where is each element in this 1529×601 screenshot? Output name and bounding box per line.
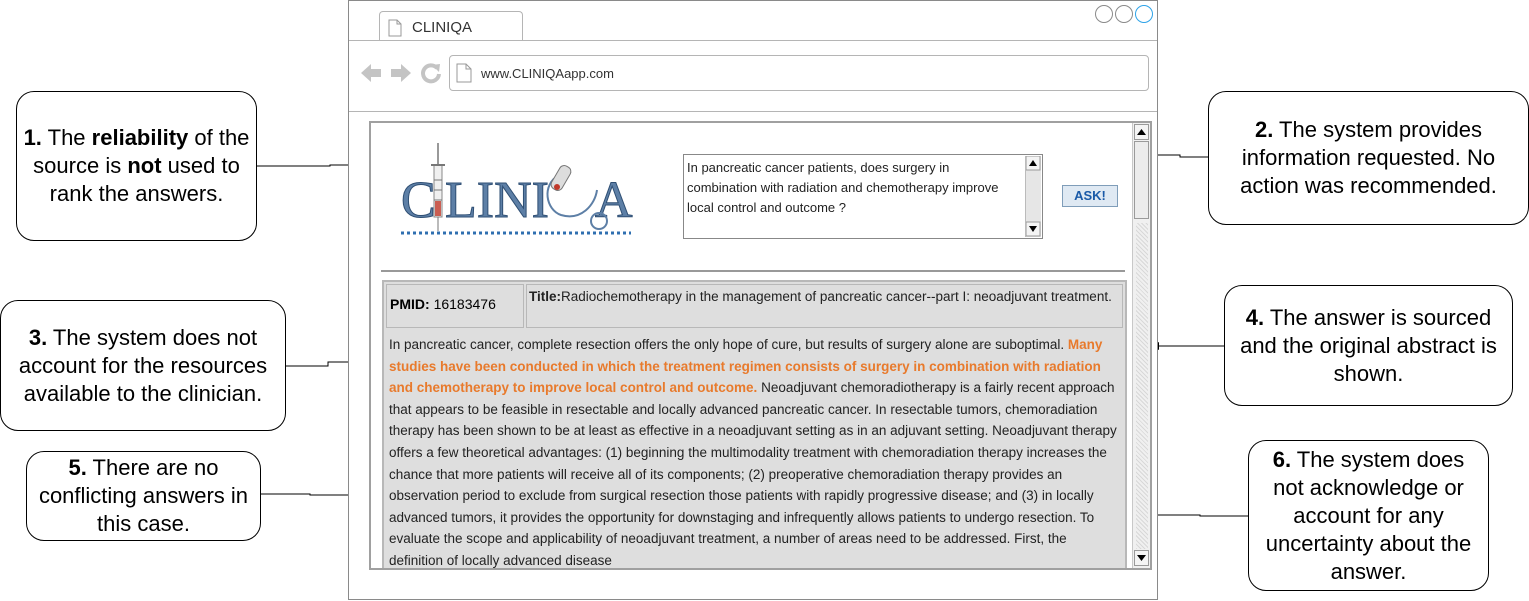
callout-5-text: There are no conflicting answers in this case. [38,455,249,536]
maximize-button[interactable] [1115,5,1133,23]
tab-bar-divider [349,40,1157,41]
minimize-button[interactable] [1095,5,1113,23]
abstract-after: Neoadjuvant chemoradiotherapy is a fairly recent approach that appears to be feasible in resectable and locally advanced pancreatic cancer. In resectable tumors, chemoradiation therapy has been shown to be at least as effective in a neoadjuvant setting as in an adjuvant setting. Neoadjuvant therapy offers a few theoretical advantages: (1) beginning the multimodality treatment with chemoradiation therapy increases the chance that more patients will receive all of its components; (2) preoperative chemoradiation therapy provides an observation period to exclude from surgical resection those patients with rapidly progressive disease; and (3) in locally advanced tumors, it provides the opportunity for downstaging and infrequently allows patients to undergo resection. To evaluate the scope and applicability of neoadjuvant treatment, a number of areas need to be addressed. First, the definition of locally advanced disease [389,380,1117,568]
callout-1-text-b: of the source is [33,125,250,178]
scroll-up-button[interactable] [1134,124,1149,140]
callout-1-text-a: The [41,125,92,150]
address-bar[interactable] [449,55,1149,91]
connector-6 [1148,515,1248,516]
question-scrollbar[interactable] [1025,156,1041,237]
callout-4 [1224,285,1513,406]
callout-4-number: 4. [1245,304,1265,330]
pmid-cell [386,284,524,328]
callout-3 [0,300,286,431]
abstract-text [386,334,1126,568]
page-viewport [369,121,1152,570]
page-content [371,123,1132,568]
scroll-thumb[interactable] [1134,141,1149,219]
callout-1-bold-b: not [127,153,162,178]
callout-1 [16,91,257,241]
page-icon [456,63,472,83]
title-label: Title: [529,289,562,304]
title-cell [526,284,1123,328]
callout-2 [1208,91,1529,225]
pmid-value: 16183476 [433,296,496,312]
callout-1-number: 1. [23,125,42,150]
pmid-label: PMID: [390,296,430,312]
svg-text:LINI: LINI [445,172,549,229]
page-scrollbar[interactable] [1132,123,1150,568]
abstract-highlight: Many studies have been conducted in which the treatment regimen consists of surgery in combination with radiation and chemotherapy to improve local control and outcome. [389,337,1103,396]
callout-3-text: The system does not account for the resources available to the clinician. [18,324,268,406]
callout-3-number: 3. [28,324,48,350]
scroll-down-button[interactable] [1134,550,1149,566]
cliniqa-logo [381,135,671,245]
abstract-before: In pancreatic cancer, complete resection offers the only hope of cure, but results of surgery alone are suboptimal. [389,337,1068,352]
forward-arrow-icon[interactable] [389,61,413,85]
callout-6-number: 6. [1272,446,1292,472]
browser-tab[interactable] [379,11,523,41]
question-text: In pancreatic cancer patients, does surgery in combination with radiation and chemotherapy improve local control and outcome ? [687,160,999,215]
svg-text:A: A [595,172,633,229]
callout-2-text: The system provides information requested. No action was recommended. [1240,117,1497,198]
page-icon [388,19,402,37]
nav-buttons [359,61,443,85]
window-controls [1095,5,1153,23]
title-value: Radiochemotherapy in the management of pancreatic cancer--part I: neoadjuvant treatment. [561,289,1112,304]
callout-5-number: 5. [68,455,87,480]
browser-window [348,0,1158,600]
scroll-track[interactable] [1136,223,1148,549]
refresh-icon[interactable] [419,61,443,85]
svg-text:C: C [401,172,436,229]
toolbar-divider [349,111,1157,112]
callout-5 [26,451,261,541]
header-divider [381,270,1125,272]
close-button[interactable] [1135,5,1153,23]
url-text: www.CLINIQAapp.com [481,66,614,81]
callout-1-bold-a: reliability [91,125,189,150]
callout-6 [1248,440,1489,591]
question-input[interactable] [683,154,1043,239]
tab-title: CLINIQA [412,19,473,36]
ask-button[interactable]: ASK! [1062,185,1118,207]
callout-4-text: The answer is sourced and the original abstract is shown. [1240,304,1497,386]
result-panel [382,280,1127,568]
callout-2-number: 2. [1254,117,1274,142]
callout-1-text-c: used to rank the answers. [49,153,240,206]
back-arrow-icon[interactable] [359,61,383,85]
callout-6-text: The system does not acknowledge or account for any uncertainty about the answer. [1265,446,1472,584]
